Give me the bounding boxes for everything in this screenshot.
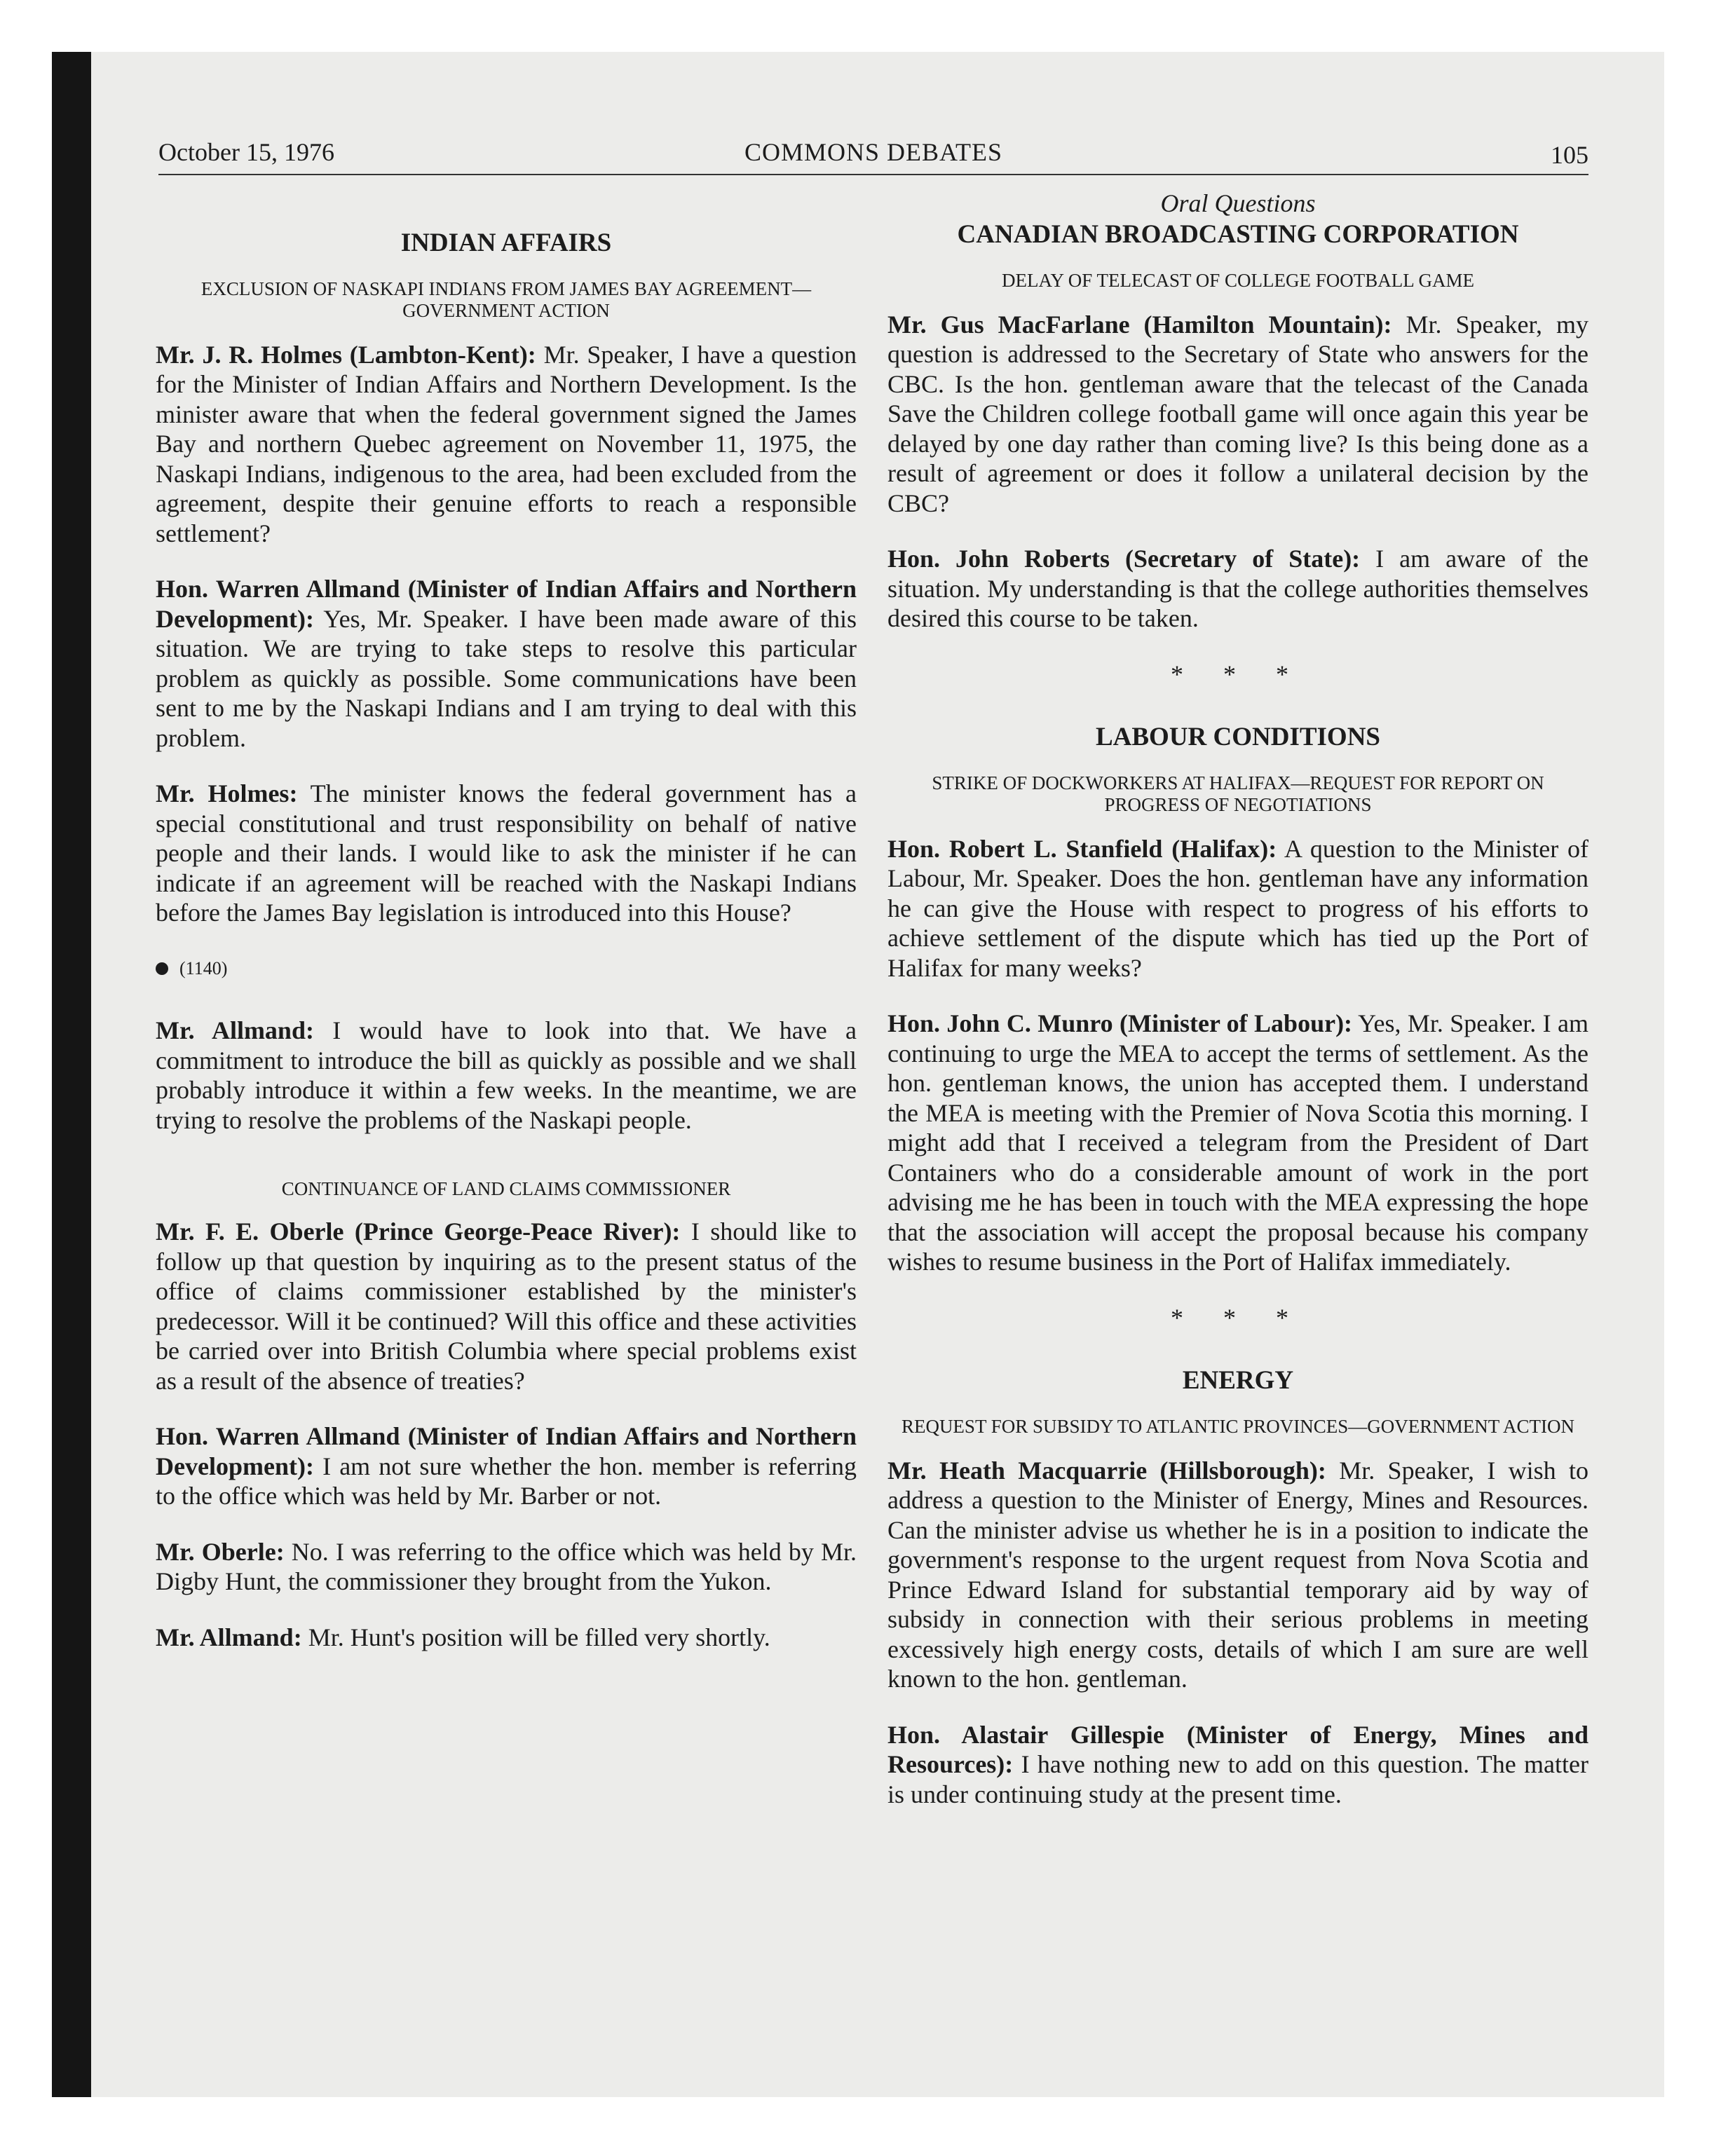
timestamp-text: (1140) [179, 957, 228, 978]
speech-allmand-1 [156, 574, 857, 753]
header-date: October 15, 1976 [158, 138, 334, 166]
speech-text: Mr. Speaker, I have a question for the Minister of Indian Affairs and Northern Development. Is the minister aware that when the federal government signed the James Bay and northern Quebec agreement on November 11, 1975, the Naskapi Indians, indigenous to the area, had been excluded from the agreement, despite their genuine efforts to reach a responsible settlement? [156, 340, 857, 547]
section-title-indian-affairs: INDIAN AFFAIRS [400, 228, 612, 257]
speech-gillespie [887, 1720, 1588, 1810]
speech-text: No. I was referring to the office which was held by Mr. Digby Hunt, the commissioner they brought from the Yukon. [156, 1537, 857, 1595]
speech-macquarrie [887, 1456, 1588, 1694]
speech-text: Mr. Speaker, my question is addressed to the Secretary of State who answers for the CBC. Is the hon. gentleman aware that the telecast of the Canada Save the Children college football game will once again this year be delayed by one day rather than coming live? Is this being done as a result of agreement or does it follow a unilateral decision by the CBC? [887, 310, 1588, 517]
speaker-name: Mr. F. E. Oberle (Prince George-Peace River): [156, 1217, 681, 1246]
speech-roberts [887, 544, 1588, 634]
speech-text: I have nothing new to add on this question. The matter is under continuing study at the present time. [887, 1750, 1588, 1808]
subhead-dockworkers: STRIKE OF DOCKWORKERS AT HALIFAX—REQUEST FOR REPORT ON PROGRESS OF NEGOTIATIONS [932, 772, 1544, 815]
speaker-name: Mr. Holmes: [156, 779, 298, 807]
right-column [887, 189, 1588, 1835]
speech-text: Mr. Hunt's position will be filled very shortly. [301, 1623, 770, 1651]
speech-allmand-4 [156, 1623, 857, 1653]
speech-oberle-1 [156, 1217, 857, 1396]
speaker-name: Hon. Robert L. Stanfield (Halifax): [887, 834, 1277, 863]
section-title-labour: LABOUR CONDITIONS [1095, 723, 1381, 751]
section-divider: * * * [1171, 1303, 1305, 1332]
section-title-energy: ENERGY [1182, 1366, 1294, 1395]
speech-allmand-2 [156, 1016, 857, 1135]
subhead-football-telecast: DELAY OF TELECAST OF COLLEGE FOOTBALL GAME [1001, 269, 1474, 291]
speaker-name: Hon. Warren Allmand (Minister of Indian Affairs and Northern Development): [156, 1422, 857, 1480]
speech-stanfield [887, 834, 1588, 983]
speech-oberle-2 [156, 1537, 857, 1597]
speech-macfarlane [887, 310, 1588, 519]
speech-text: Yes, Mr. Speaker. I have been made aware of this situation. We are trying to take steps to resolve this particular problem as quickly as possible. Some communications have been sent to me by the Naskapi Indians and I am trying to deal with this problem. [156, 604, 857, 752]
subhead-subsidy: REQUEST FOR SUBSIDY TO ATLANTIC PROVINCES—GOVERNMENT ACTION [901, 1415, 1575, 1437]
subhead-land-claims: CONTINUANCE OF LAND CLAIMS COMMISSIONER [281, 1178, 731, 1199]
speaker-name: Hon. John C. Munro (Minister of Labour): [887, 1009, 1353, 1037]
speech-munro [887, 1009, 1588, 1277]
speech-allmand-3 [156, 1421, 857, 1511]
speaker-name: Mr. Allmand: [156, 1623, 302, 1651]
speaker-name: Mr. Gus MacFarlane (Hamilton Mountain): [887, 310, 1392, 339]
running-head: Oral Questions [1160, 189, 1316, 217]
section-divider: * * * [1171, 660, 1305, 688]
speech-text: The minister knows the federal government has a special constitutional and trust responsibility on behalf of native people and their lands. I would like to ask the minister if he can indicate if an agreement will be reached with the Naskapi Indians before the James Bay legislation is introduced into this House? [156, 779, 857, 927]
speaker-name: Mr. Allmand: [156, 1016, 314, 1044]
speaker-name: Mr. Oberle: [156, 1537, 285, 1566]
speech-text: I am aware of the situation. My understanding is that the college authorities themselves desired this course to be taken. [887, 545, 1589, 632]
left-column [156, 189, 857, 1678]
page-header [158, 137, 1588, 175]
speech-holmes-2 [156, 779, 857, 928]
speaker-name: Hon. John Roberts (Secretary of State): [887, 545, 1361, 573]
speaker-name: Mr. Heath Macquarrie (Hillsborough): [887, 1456, 1326, 1485]
header-publication: COMMONS DEBATES [744, 138, 1003, 166]
speaker-name: Hon. Alastair Gillespie (Minister of Energy, Mines and Resources): [887, 1720, 1588, 1778]
header-page-number: 105 [1551, 141, 1588, 169]
speech-text: Mr. Speaker, I wish to address a question to the Minister of Energy, Mines and Resources. Can the minister advise us whether he is in a position to indicate the government's response to the urgent request from Nova Scotia and Prince Edward Island for substantial temporary aid by way of subsidy in connection with their serious problems in meeting excessively high energy costs, details of which I am sure are well known to the hon. gentleman. [887, 1456, 1588, 1693]
subhead-naskapi-exclusion: EXCLUSION OF NASKAPI INDIANS FROM JAMES BAY AGREEMENT—GOVERNMENT ACTION [200, 278, 812, 321]
speaker-name: Mr. J. R. Holmes (Lambton-Kent): [156, 340, 536, 369]
speech-text: Yes, Mr. Speaker. I am continuing to urge the MEA to accept the terms of settlement. As the hon. gentleman knows, the union has accepted them. I understand the MEA is meeting with the Premier of Nova Scotia this morning. I might add that I received a telegram from the President of Dart Containers who do a considerable amount of work in the port advising me he has been in touch with the MEA expressing the hope that the association will accept the proposal because his company wishes to resume business in the Port of Halifax immediately. [887, 1009, 1588, 1276]
speech-text: A question to the Minister of Labour, Mr. Speaker. Does the hon. gentleman have any information he can give the House with respect to progress of his efforts to achieve settlement of the dispute which has tied up the Port of Halifax for many weeks? [887, 834, 1589, 982]
timestamp-marker [156, 954, 857, 984]
speech-text: I am not sure whether the hon. member is referring to the office which was held by Mr. Barber or not. [156, 1452, 857, 1510]
speaker-name: Hon. Warren Allmand (Minister of Indian Affairs and Northern Development): [156, 575, 857, 633]
speech-holmes-1 [156, 340, 857, 549]
speech-text: I should like to follow up that question by inquiring as to the present status of the office of claims commissioner established by the minister's predecessor. Will it be continued? Will this office and these activities be carried over into British Columbia where special problems exist as a result of the absence of treaties? [156, 1217, 857, 1395]
scan-binding-edge [52, 52, 91, 2097]
speech-text: I would have to look into that. We have a commitment to introduce the bill as quickly as possible and we shall probably introduce it within a few weeks. In the meantime, we are trying to resolve the problems of the Naskapi people. [156, 1016, 857, 1134]
section-title-cbc: CANADIAN BROADCASTING CORPORATION [957, 220, 1519, 249]
bullet-dot-icon [156, 962, 168, 975]
